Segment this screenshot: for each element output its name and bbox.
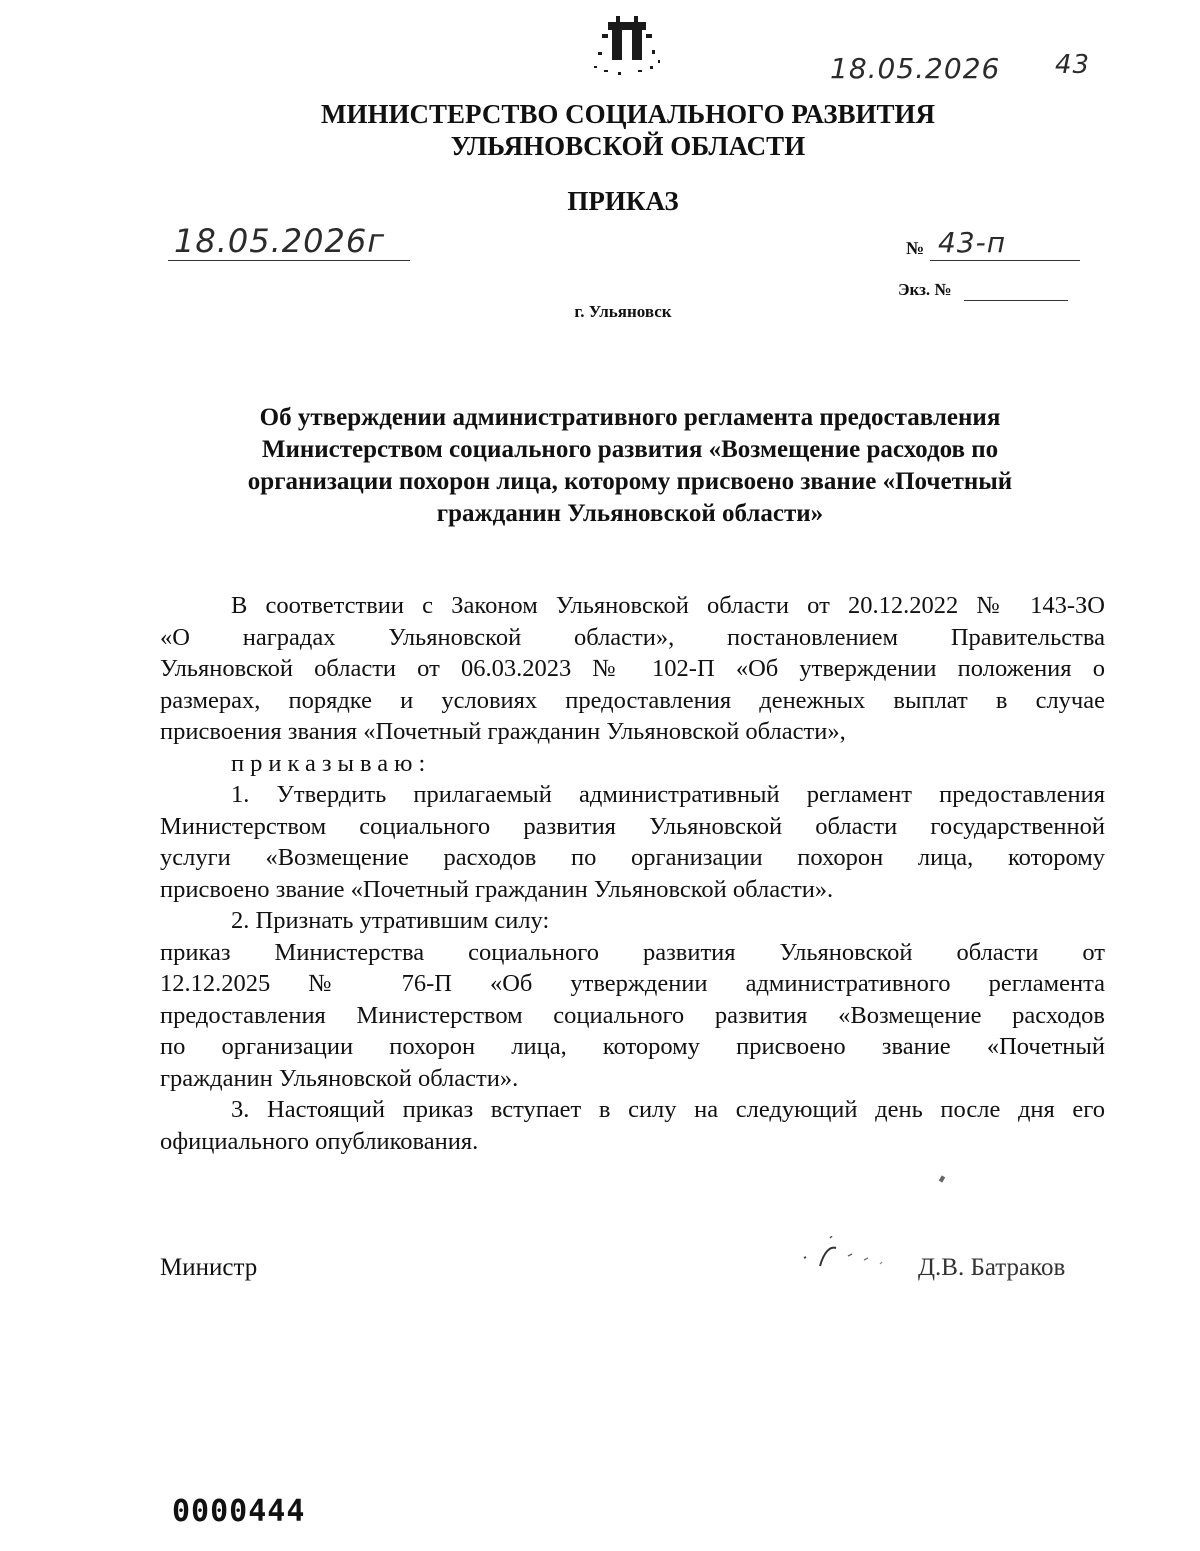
signatory-name: Д.В. Батраков: [918, 1254, 1066, 1281]
subject-line: гражданин Ульяновской области»: [436, 500, 824, 527]
order-subject: [180, 402, 1080, 530]
ministry-line2: УЛЬЯНОВСКОЙ ОБЛАСТИ: [450, 131, 806, 161]
coat-of-arms-icon: [588, 14, 666, 80]
order-number-field: [906, 226, 1080, 262]
body-line: услуги «Возмещение расходов по организации похорон лица, которому: [160, 844, 1105, 871]
number-sign: №: [906, 238, 925, 258]
body-line: 2. Признать утратившим силу:: [231, 907, 550, 934]
scan-speck: [939, 1175, 945, 1182]
body-line: 12.12.2025 № 76-П «Об утверждении административного регламента: [160, 970, 1105, 997]
body-line: присвоено звание «Почетный гражданин Ульяновской области».: [160, 875, 834, 903]
order-number: 43-п: [938, 226, 1007, 259]
body-line: 3. Настоящий приказ вступает в силу на следующий день после дня его: [231, 1096, 1105, 1123]
ministry-line1: МИНИСТЕРСТВО СОЦИАЛЬНОГО РАЗВИТИЯ: [321, 99, 935, 129]
body-line: В соответствии с Законом Ульяновской области от 20.12.2022 № 143-ЗО: [231, 592, 1105, 619]
subject-line: Об утверждении административного регламента предоставления: [259, 404, 1001, 431]
body-line: гражданин Ульяновской области».: [160, 1064, 519, 1092]
body-line-decree: приказываю:: [231, 749, 432, 777]
stamp-received-date: 18.05.2026: [830, 52, 1001, 85]
subject-line: Министерством социального развития «Возмещение расходов по: [261, 436, 999, 463]
copy-number-field: [898, 280, 1070, 304]
body-line: Ульяновской области от 06.03.2023 № 102-П «Об утверждении положения о: [160, 655, 1105, 682]
order-date-field: [168, 222, 410, 261]
document-serial-number: 0000444: [172, 1494, 306, 1529]
subject-line: организации похорон лица, которому присвоено звание «Почетный: [247, 468, 1013, 495]
stamp-received-number: 43: [1055, 50, 1091, 80]
body-line: официального опубликования.: [160, 1127, 479, 1155]
order-number-line: [930, 226, 1080, 261]
body-line: Министерством социального развития Ульяновской области государственной: [160, 812, 1105, 840]
body-line: присвоения звания «Почетный гражданин Ульяновской области»,: [160, 718, 846, 745]
copy-number-label: Экз. №: [898, 280, 952, 299]
body-line: «О наградах Ульяновской области», постановлением Правительства: [160, 623, 1105, 651]
body-line: 1. Утвердить прилагаемый административный регламент предоставления: [231, 781, 1105, 808]
signature-mark: [800, 1236, 900, 1276]
order-body: [160, 590, 1105, 1157]
order-date: 18.05.2026г: [174, 222, 386, 260]
doc-type-title: ПРИКАЗ: [567, 186, 679, 216]
ministry-header: [0, 98, 1200, 162]
body-line: по организации похорон лица, которому присвоено звание «Почетный: [160, 1033, 1105, 1060]
city: г. Ульяновск: [574, 302, 672, 321]
signatory-title: Министр: [160, 1254, 258, 1281]
body-line: приказ Министерства социального развития Ульяновской области от: [160, 938, 1105, 966]
body-line: предоставления Министерством социального развития «Возмещение расходов: [160, 1001, 1105, 1029]
body-line: размерах, порядке и условиях предоставления денежных выплат в случае: [160, 686, 1105, 714]
copy-number-line: [964, 300, 1068, 301]
